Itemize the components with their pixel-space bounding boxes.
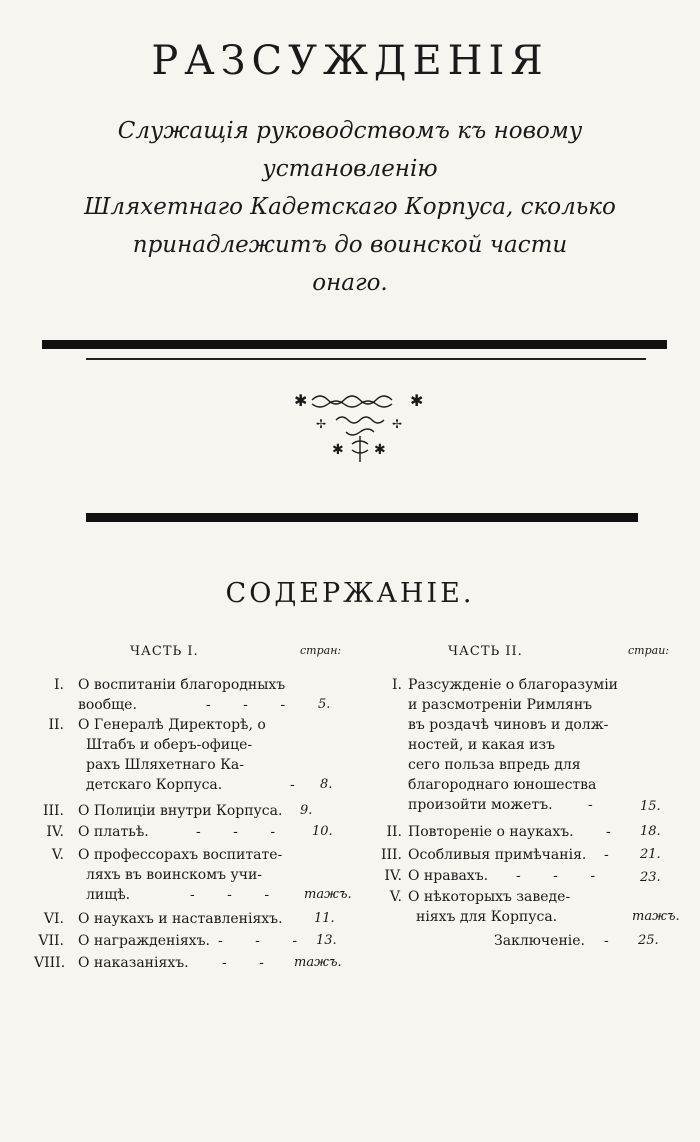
part1-heading: ЧАСТЬ І. — [130, 644, 199, 659]
toc-entry-part2-5 — [350, 888, 700, 928]
entry-text-line: рахъ Шляхетнаго Ка- — [86, 757, 244, 773]
toc-entry-part2-3 — [350, 846, 700, 866]
svg-text:✱: ✱ — [374, 442, 386, 458]
entry-text-line: Заключеніе. — [494, 933, 585, 949]
entry-text-line: и разсмотреніи Римлянъ — [408, 697, 593, 713]
entry-leader: - — [588, 797, 607, 813]
entry-leader: - - - — [206, 697, 300, 713]
entry-page: 11. — [314, 911, 335, 926]
entry-text-line: Повтореніе о наукахъ. — [408, 824, 574, 840]
entry-page: 9. — [300, 803, 313, 818]
entry-leader: - — [606, 824, 625, 840]
entry-number: V. — [51, 847, 64, 863]
entry-number: ІІ. — [386, 824, 402, 840]
entry-page: 10. — [312, 824, 333, 839]
entry-page: тажъ. — [294, 955, 342, 970]
subtitle-line: Служащія руководствомъ къ новому установленію — [117, 118, 583, 182]
entry-text-line: въ роздачѣ чиновъ и долж- — [408, 717, 609, 733]
entry-page: тажъ. — [304, 887, 352, 902]
entry-text-line: ляхъ въ воинскомъ учи- — [86, 867, 263, 883]
toc-entry-part2-6 — [350, 932, 700, 952]
toc-entry-part1-4 — [0, 823, 350, 843]
part2-page-heading: страи: — [628, 644, 669, 657]
entry-text-line: вообще. — [78, 697, 137, 713]
entry-leader: - - - — [196, 824, 290, 840]
entry-text-line: О награжденіяхъ. — [78, 933, 210, 949]
rule-thick-top — [42, 340, 667, 349]
entry-number: V. — [389, 889, 402, 905]
entry-text-line: Особливыя примѣчанія. — [408, 847, 587, 863]
svg-text:✱: ✱ — [294, 391, 308, 410]
entry-text-line: О профессорахъ воспитате- — [78, 847, 283, 863]
subtitle — [40, 112, 660, 302]
toc-entry-part2-2 — [350, 823, 700, 843]
entry-number: ІІІ. — [380, 847, 402, 863]
entry-number: І. — [54, 677, 64, 693]
entry-leader: - - - — [516, 868, 610, 884]
ornament-vignette-icon — [290, 388, 430, 468]
entry-page: тажъ. — [632, 909, 680, 924]
toc-entry-part1-1 — [0, 676, 350, 716]
toc-entry-part1-2 — [0, 716, 350, 796]
toc-entry-part2-4 — [350, 867, 700, 887]
entry-leader: - - — [222, 955, 278, 971]
entry-page: 15. — [640, 799, 661, 814]
entry-leader: - — [604, 933, 623, 949]
toc-entry-part1-3 — [0, 802, 350, 822]
rule-thick-bottom — [86, 513, 638, 522]
entry-text-line: О наказаніяхъ. — [78, 955, 189, 971]
entry-text-line: произойти можетъ. — [408, 797, 553, 813]
entry-text-line: О платьѣ. — [78, 824, 149, 840]
part1-page-heading: стран: — [300, 644, 342, 657]
subtitle-line: принадлежитъ до воинской части — [132, 232, 568, 258]
entry-leader: - - - — [190, 887, 284, 903]
entry-page: 25. — [638, 933, 659, 948]
entry-leader: - — [290, 777, 309, 793]
svg-text:✱: ✱ — [410, 391, 424, 410]
toc-entry-part2-1 — [350, 676, 700, 816]
entry-text-line: Штабъ и оберъ-офице- — [86, 737, 253, 753]
entry-page: 18. — [640, 824, 661, 839]
entry-page: 13. — [316, 933, 337, 948]
entry-text-line: О Полиціи внутри Корпуса. — [78, 803, 283, 819]
entry-text-line: благороднаго юношества — [408, 777, 597, 793]
page-title: РАЗСУЖДЕНІЯ — [151, 38, 549, 84]
entry-text-line: О наукахъ и наставленіяхъ. — [78, 911, 283, 927]
entry-text-line: ніяхъ для Корпуса. — [416, 909, 558, 925]
svg-text:✢: ✢ — [392, 417, 403, 431]
subtitle-line: онаго. — [312, 270, 388, 296]
entry-text-line: детскаго Корпуса. — [86, 777, 223, 793]
entry-page: 8. — [320, 777, 333, 792]
subtitle-line: Шляхетнаго Кадетскаго Корпуса, сколько — [84, 194, 616, 220]
entry-text-line: ностей, и какая изъ — [408, 737, 555, 753]
entry-number: VІ. — [43, 911, 64, 927]
toc-entry-part1-6 — [0, 910, 350, 930]
entry-number: ІІІ. — [42, 803, 64, 819]
entry-number: VІІ. — [38, 933, 64, 949]
entry-text-line: сего польза впредь для — [408, 757, 581, 773]
entry-text-line: лищѣ. — [86, 887, 131, 903]
entry-text-line: О Генералѣ Директорѣ, о — [78, 717, 266, 733]
entry-text-line: О нѣкоторыхъ заведе- — [408, 889, 571, 905]
entry-leader: - — [604, 847, 623, 863]
entry-text-line: О воспитаніи благородныхъ — [78, 677, 286, 693]
svg-text:✢: ✢ — [316, 417, 327, 431]
toc-entry-part1-8 — [0, 954, 350, 974]
entry-page: 23. — [640, 870, 661, 885]
entry-page: 21. — [640, 847, 661, 862]
entry-number: VІІІ. — [34, 955, 66, 971]
entry-leader: - - - — [218, 933, 312, 949]
entry-number: І. — [392, 677, 402, 693]
toc-entry-part1-5 — [0, 846, 350, 906]
contents-title: СОДЕРЖАНІЕ. — [225, 578, 475, 609]
svg-text:✱: ✱ — [332, 442, 344, 458]
entry-number: ІV. — [384, 868, 402, 884]
entry-text-line: О нравахъ. — [408, 868, 489, 884]
entry-text-line: Разсужденіе о благоразуміи — [408, 677, 618, 693]
toc-entry-part1-7 — [0, 932, 350, 952]
entry-number: ІІ. — [48, 717, 64, 733]
entry-page: 5. — [318, 697, 331, 712]
part2-heading: ЧАСТЬ ІІ. — [448, 644, 523, 659]
entry-number: ІV. — [46, 824, 64, 840]
rule-thin-top — [86, 358, 646, 360]
